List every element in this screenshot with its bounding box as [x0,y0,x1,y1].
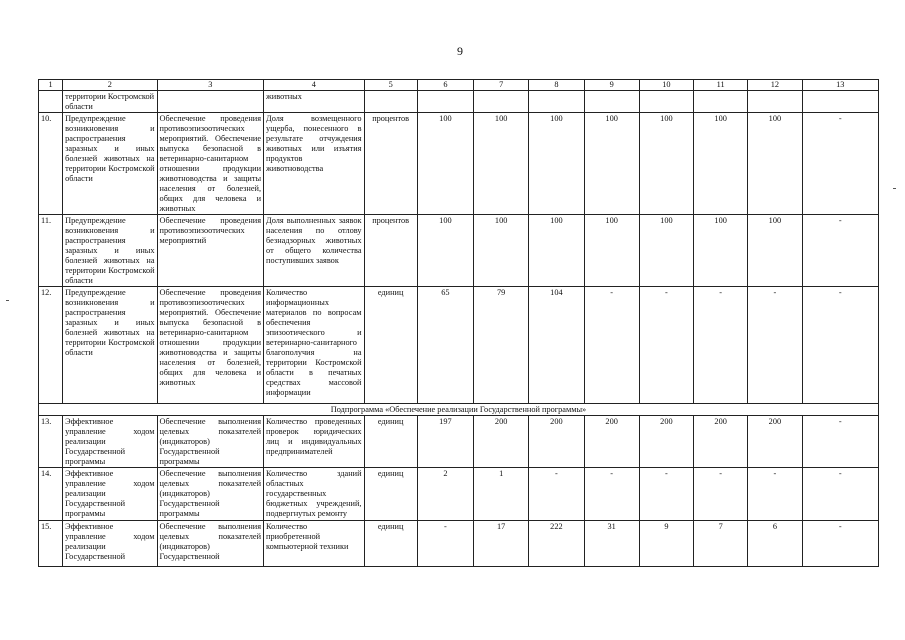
table-row [39,287,879,404]
row-value: 100 [474,215,529,287]
column-header: 12 [748,80,802,91]
row-value: 100 [639,113,693,215]
row-extra: - [802,416,878,468]
table-row [39,521,879,567]
row-value: - [748,287,802,404]
row-value: 100 [529,215,584,287]
row-number: 14. [39,468,63,521]
row-value: 100 [748,215,802,287]
column-header: 1 [39,80,63,91]
row-value: 200 [584,416,639,468]
column-header: 2 [63,80,157,91]
row-number: 15. [39,521,63,567]
column-header: 7 [474,80,529,91]
row-goal: Предупреждение возникновения и распространения заразных и иных болезней животных на территории Костромской области [63,113,157,215]
row-indicator: Количество приобретенной компьютерной техники [264,521,364,567]
row-indicator: Доля выполненных заявок населения по отлову безнадзорных животных от общего количества поступивших заявок [264,215,364,287]
column-header: 3 [157,80,264,91]
row-value: 100 [584,215,639,287]
row-extra: - [802,287,878,404]
row-value: 200 [639,416,693,468]
row-unit: процентов [364,113,417,215]
row-unit: единиц [364,521,417,567]
row-value: 9 [639,521,693,567]
row-action: Обеспечение проведения противоэпизоотических мероприятий. Обеспечение выпуска безопасной в ветеринарно-санитарном отношении продукции животноводства и защиты населения от болезней, общих для человека и животных [157,287,264,404]
table-row [39,91,879,113]
row-unit: процентов [364,215,417,287]
row-value: - [529,468,584,521]
row-value: 200 [694,416,748,468]
row-value: 100 [748,113,802,215]
column-header: 5 [364,80,417,91]
row-action: Обеспечение проведения противоэпизоотических мероприятий. Обеспечение выпуска безопасной в ветеринарно-санитарном отношении продукции животноводства и защиты населения от болезней, общих для человека и животных [157,113,264,215]
row-goal: Предупреждение возникновения и распространения заразных и иных болезней животных на территории Костромской области [63,215,157,287]
row-value: - [639,287,693,404]
column-header: 10 [639,80,693,91]
column-header: 13 [802,80,878,91]
row-value: 197 [417,416,473,468]
row-extra: - [802,468,878,521]
row-goal: территории Костромской области [63,91,157,113]
row-value: 65 [417,287,473,404]
row-value: - [748,468,802,521]
column-header: 11 [694,80,748,91]
row-goal: Предупреждение возникновения и распространения заразных и иных болезней животных на территории Костромской области [63,287,157,404]
column-header: 6 [417,80,473,91]
row-goal: Эффективное управление ходом реализации Государственной программы [63,468,157,521]
row-value: 222 [529,521,584,567]
table-row [39,215,879,287]
row-action [157,91,264,113]
row-value: 17 [474,521,529,567]
scan-mark [893,188,896,189]
row-value [417,91,473,113]
row-value: - [584,287,639,404]
row-indicator: животных [264,91,364,113]
column-header: 4 [264,80,364,91]
row-value: 100 [584,113,639,215]
row-unit: единиц [364,468,417,521]
row-value [474,91,529,113]
table-row [39,416,879,468]
row-value: 100 [529,113,584,215]
row-indicator: Доля возмещенного ущерба, понесенного в результате отчуждения животных или изъятия продуктов животноводства [264,113,364,215]
indicators-table [38,79,879,567]
scan-mark [6,300,9,301]
table-row [39,113,879,215]
row-value: 100 [474,113,529,215]
page-number: 9 [457,44,463,58]
row-value: - [639,468,693,521]
row-value: - [417,521,473,567]
row-number [39,91,63,113]
row-action: Обеспечение выполнения целевых показателей (индикаторов) Государственной [157,521,264,567]
row-value: 100 [694,113,748,215]
column-header: 8 [529,80,584,91]
column-header: 9 [584,80,639,91]
row-action: Обеспечение выполнения целевых показателей (индикаторов) Государственной программы [157,416,264,468]
row-indicator: Количество зданий областных государственных бюджетных учреждений, подвергнутых ремонту [264,468,364,521]
row-unit: единиц [364,416,417,468]
row-goal: Эффективное управление ходом реализации Государственной программы [63,416,157,468]
row-value: 104 [529,287,584,404]
row-value: - [694,468,748,521]
column-header-row [39,80,879,91]
row-value: 2 [417,468,473,521]
row-value: 100 [694,215,748,287]
row-value: 200 [748,416,802,468]
row-number: 13. [39,416,63,468]
row-value: 7 [694,521,748,567]
subprogram-row [39,404,879,416]
row-unit [364,91,417,113]
row-value [748,91,802,113]
row-goal: Эффективное управление ходом реализации Государственной [63,521,157,567]
row-value [694,91,748,113]
row-action: Обеспечение выполнения целевых показателей (индикаторов) Государственной программы [157,468,264,521]
row-value: 1 [474,468,529,521]
row-number: 12. [39,287,63,404]
row-indicator: Количество проведенных проверок юридических лиц и индивидуальных предпринимателей [264,416,364,468]
row-extra: - [802,113,878,215]
row-value: 6 [748,521,802,567]
row-value [584,91,639,113]
table-row [39,468,879,521]
row-value: 100 [417,215,473,287]
row-indicator: Количество информационных материалов по вопросам обеспечения эпизоотического и ветеринарно-санитарного благополучия на территории Костромской области в печатных средствах массовой информации [264,287,364,404]
row-value: 31 [584,521,639,567]
row-value [639,91,693,113]
row-action: Обеспечение проведения противоэпизоотических мероприятий [157,215,264,287]
row-value: - [584,468,639,521]
row-value: 200 [474,416,529,468]
subprogram-title: Подпрограмма «Обеспечение реализации Государственной программы» [39,404,879,416]
row-value: 100 [639,215,693,287]
row-unit: единиц [364,287,417,404]
row-number: 11. [39,215,63,287]
row-value: - [694,287,748,404]
row-value: 100 [417,113,473,215]
row-extra: - [802,215,878,287]
row-value: 79 [474,287,529,404]
row-extra: - [802,521,878,567]
row-extra [802,91,878,113]
row-value: 200 [529,416,584,468]
row-number: 10. [39,113,63,215]
row-value [529,91,584,113]
